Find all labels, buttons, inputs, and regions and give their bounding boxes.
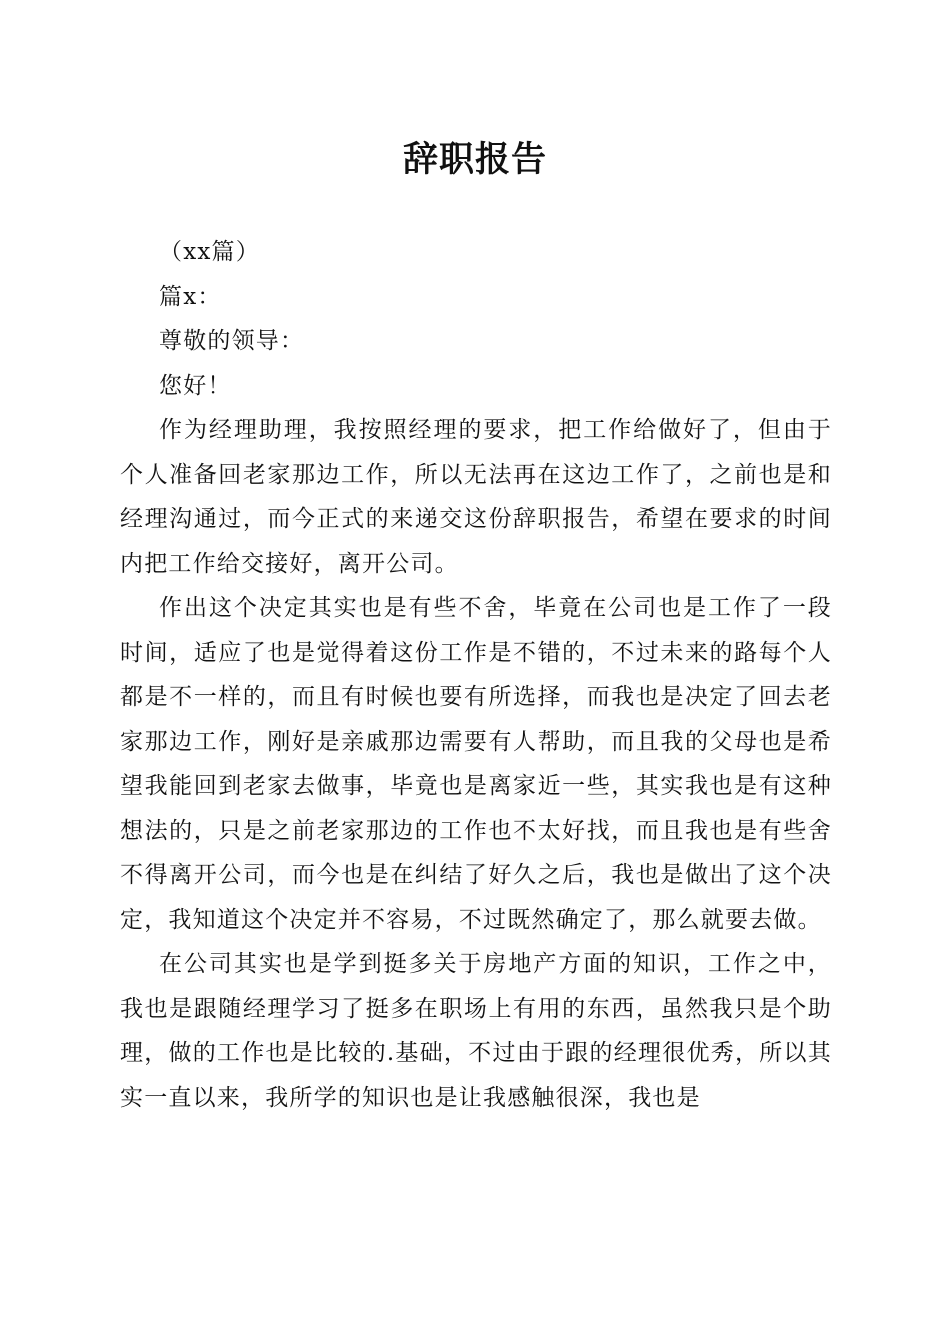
paragraph-chapter-label: 篇x：: [159, 283, 222, 310]
document-title: 辞职报告: [402, 139, 547, 180]
document-body: [120, 230, 832, 1120]
paragraph-body-2: 作出这个决定其实也是有些不舍，毕竟在公司也是工作了一段时间，适应了也是觉得着这份工作是不错的，不过未来的路每个人都是不一样的，而且有时候也要有所选择，而我也是决定了回去老家那边工作，刚好是亲戚那边需要有人帮助，而且我的父母也是希望我能回到老家去做事，毕竟也是离家近一些，其实我也是有这种想法的，只是之前老家那边的工作也不太好找，而且我也是有些舍不得离开公司，而今也是在纠结了好久之后，我也是做出了这个决定，我知道这个决定并不容易，不过既然确定了，那么就要去做。: [120, 595, 832, 933]
paragraph-body-1: 作为经理助理，我按照经理的要求，把工作给做好了，但由于个人准备回老家那边工作，所以无法再在这边工作了，之前也是和经理沟通过，而今正式的来递交这份辞职报告，希望在要求的时间内把工作给交接好，离开公司。: [120, 417, 832, 577]
paragraph-salutation: 尊敬的领导：: [159, 328, 305, 354]
paragraph-greeting: 您好！: [159, 372, 232, 399]
paragraph-body-3: 在公司其实也是学到挺多关于房地产方面的知识，工作之中，我也是跟随经理学习了挺多在职场上有用的东西，虽然我只是个助理，做的工作也是比较的.基础，不过由于跟的经理很优秀，所以其实一直以来，我所学的知识也是让我感触很深，我也是: [120, 951, 832, 1111]
paragraph-chapter-count: （xx篇）: [159, 239, 260, 265]
